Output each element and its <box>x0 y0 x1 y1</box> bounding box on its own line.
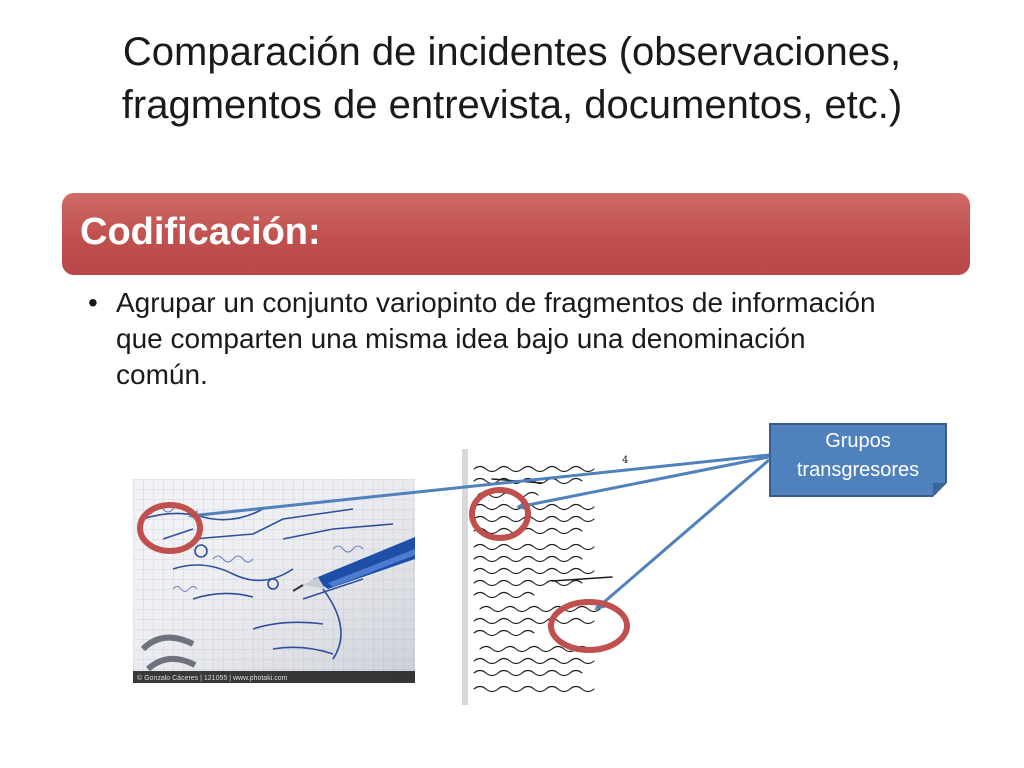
section-header-label: Codificación: <box>80 211 321 253</box>
notebook-photo-illustration <box>133 479 415 683</box>
bullet-dot: • <box>88 287 98 318</box>
grupos-transgresores-callout <box>769 423 947 497</box>
slide-title <box>40 26 984 132</box>
title-line-1: Comparación de incidentes (observaciones, <box>122 30 902 74</box>
callout-line-1: Grupos <box>825 430 891 452</box>
page-number: 4 <box>622 455 629 466</box>
handwritten-notes-image <box>462 449 640 705</box>
callout-line-2: transgresores <box>796 459 920 481</box>
handwritten-notes-illustration <box>462 449 640 705</box>
photo-credit: © Gonzalo Cáceres | 121055 | www.photaki.com <box>137 675 288 682</box>
section-header-band <box>62 193 970 275</box>
bullet-text: Agrupar un conjunto variopinto de fragmentos de información que comparten una misma idea bajo una denominación común. <box>116 287 876 390</box>
bullet-item <box>88 285 888 393</box>
notebook-photo-image <box>133 479 415 683</box>
callout-folded-corner <box>933 483 947 497</box>
title-line-2: fragmentos de entrevista, documentos, etc.) <box>121 83 903 127</box>
